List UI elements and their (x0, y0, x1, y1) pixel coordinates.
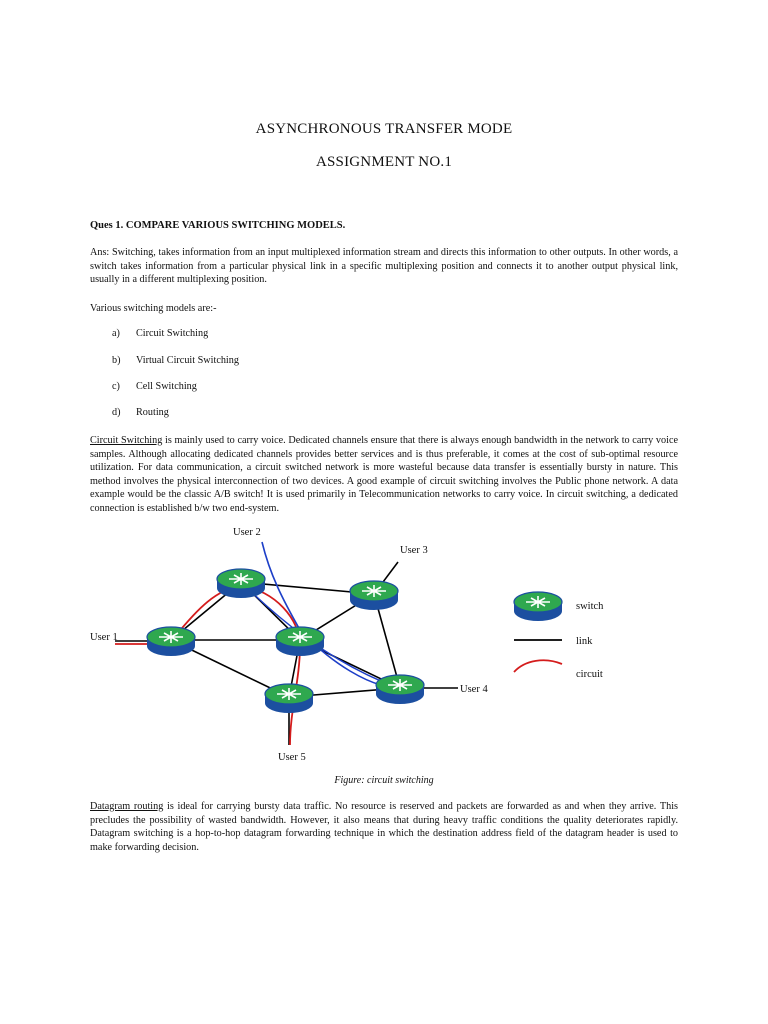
list-label: Circuit Switching (136, 328, 209, 339)
datagram-routing-term: Datagram routing (90, 801, 164, 812)
legend-link-label: link (576, 636, 593, 647)
datagram-routing-text: is ideal for carrying bursty data traffic. No resource is reserved and packets are forwarded as and when they arrive. This precludes the possibility of wasted bandwidth. However, it also means that during heavy traffic conditions the quality deteriorates rapidly. Datagram switching is a hop-to-hop datagram forwarding technique in which the destination address field of the datagram header is used to make forwarding decision. (90, 801, 678, 853)
switch-icon (350, 581, 398, 610)
legend-circuit-line (514, 660, 562, 672)
user-label: User 3 (400, 545, 428, 556)
assignment-number: ASSIGNMENT NO.1 (315, 154, 453, 170)
document-title: ASYNCHRONOUS TRANSFER MODE (255, 121, 513, 137)
switch-icon (265, 684, 313, 713)
list-marker: d) (112, 407, 121, 418)
question-label: Ques 1 (90, 220, 121, 231)
list-marker: a) (112, 328, 120, 339)
figure-caption: Figure: circuit switching (334, 775, 434, 786)
switch-icon (147, 627, 195, 656)
legend-switch-label: switch (576, 601, 604, 612)
user-label: User 2 (233, 527, 261, 538)
answer-paragraph: Ans: Switching, takes information from an input multiplexed information stream and directs this information to other outputs. In other words, a switch takes information from a particular physical link in a specific multiplexing position and connects it to another output physical link, usually in a different multiplexing position. (90, 247, 678, 286)
list-marker: b) (112, 355, 121, 366)
user-label: User 4 (460, 684, 488, 695)
datagram-routing-paragraph (90, 800, 678, 854)
user-label: User 5 (278, 752, 306, 763)
circuit-switching-term: Circuit Switching (90, 435, 163, 446)
legend-switch-icon (514, 592, 562, 621)
question-text: . COMPARE VARIOUS SWITCHING MODELS. (120, 220, 346, 231)
list-label: Cell Switching (136, 381, 197, 392)
switch-icon (217, 569, 265, 598)
user-label: User 1 (90, 632, 118, 643)
list-marker: c) (112, 381, 120, 392)
switch-icon (376, 675, 424, 704)
legend-circuit-label: circuit (576, 669, 603, 680)
circuit-switching-text: is mainly used to carry voice. Dedicated channels ensure that there is always enough bandwidth in the network to carry voice samples. Although allocating dedicated channels provides better services and is thus preferable, it comes at the cost of sub-optimal resource utilization. For data communication, a circuit switched network is more wasteful because data transfer is essentially bursty in nature. This method involves the physical interconnection of two devices. A good example of circuit switching involves the Public phone network. A data example would be the classic A/B switch! It is used primarily in Telecommunication networks to carry voice. In circuit switching, a dedicated connection is established b/w two end-system. (90, 435, 678, 514)
models-intro: Various switching models are:- (90, 303, 217, 314)
list-label: Routing (136, 407, 169, 418)
switch-icon (276, 627, 324, 656)
list-label: Virtual Circuit Switching (136, 355, 239, 366)
